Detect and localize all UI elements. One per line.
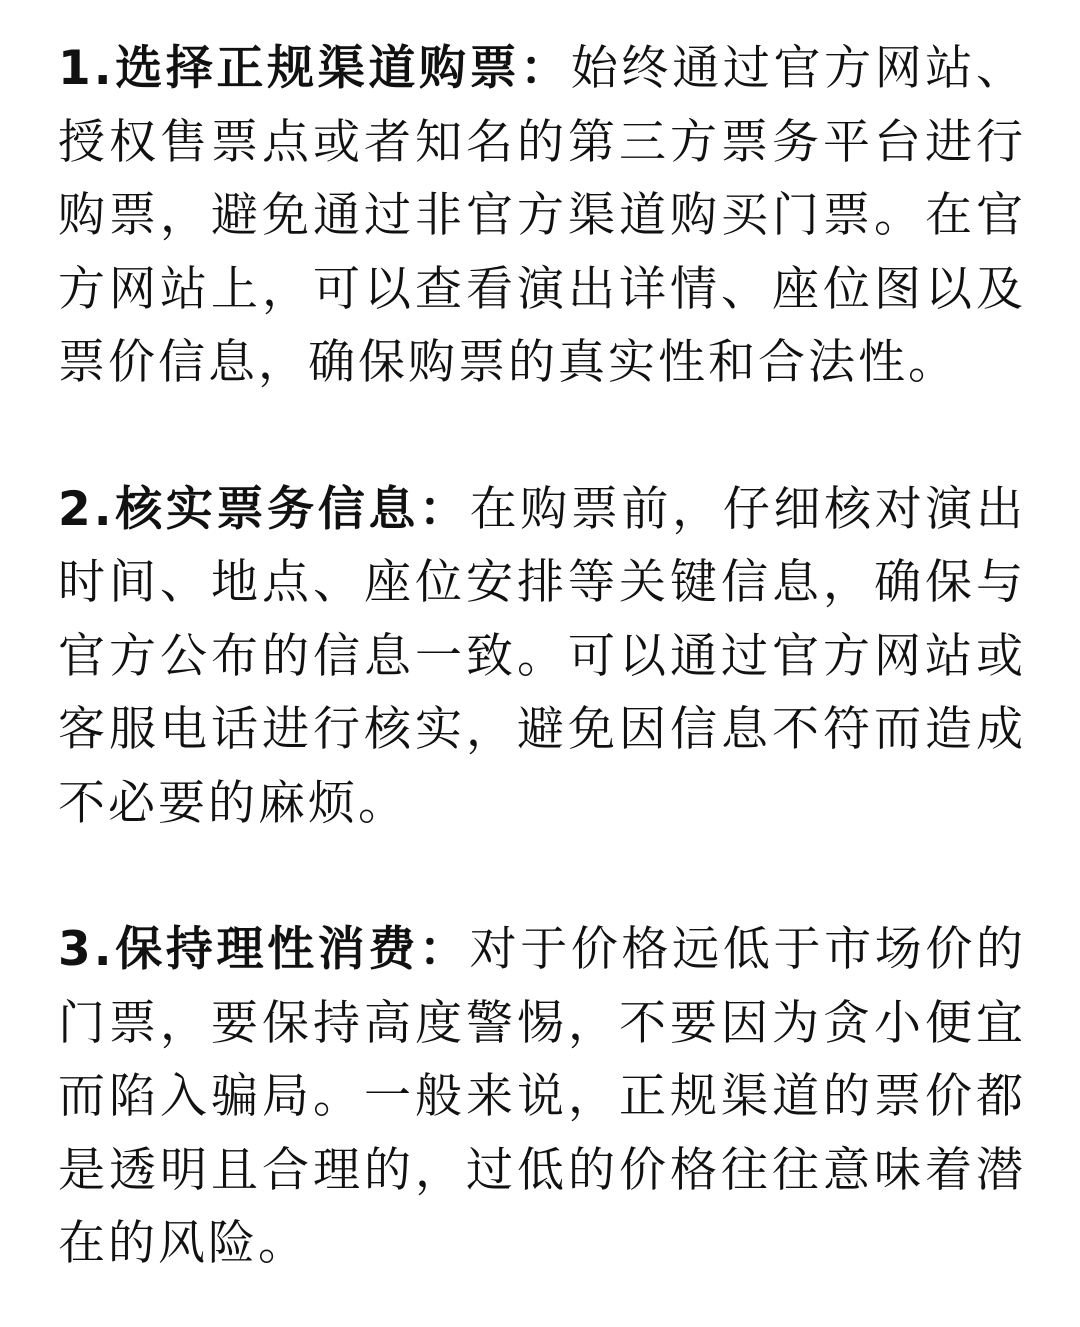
tip-heading-2: 2.核实票务信息：: [58, 481, 470, 537]
tip-text-2: 在购票前，仔细核对演出时间、地点、座位安排等关键信息，确保与官方公布的信息一致。可以通过官方网站或客服电话进行核实，避免因信息不符而造成不必要的麻烦。: [58, 481, 1026, 831]
tip-paragraph-2: [58, 473, 1026, 841]
tip-heading-3: 3.保持理性消费：: [58, 922, 470, 977]
tip-heading-1: 1.选择正规渠道购票：: [58, 41, 571, 96]
tip-paragraph-1: [58, 32, 1026, 400]
tip-text-3: 对于价格远低于市场价的门票，要保持高度警惕，不要因为贪小便宜而陷入骗局。一般来说，正规渠道的票价都是透明且合理的，过低的价格往往意味着潜在的风险。: [58, 922, 1026, 1271]
tip-paragraph-3: [58, 913, 1026, 1281]
article-body: [58, 32, 1026, 1281]
tip-text-1: 始终通过官方网站、授权售票点或者知名的第三方票务平台进行购票，避免通过非官方渠道购买门票。在官方网站上，可以查看演出详情、座位图以及票价信息，确保购票的真实性和合法性。: [58, 41, 1027, 390]
